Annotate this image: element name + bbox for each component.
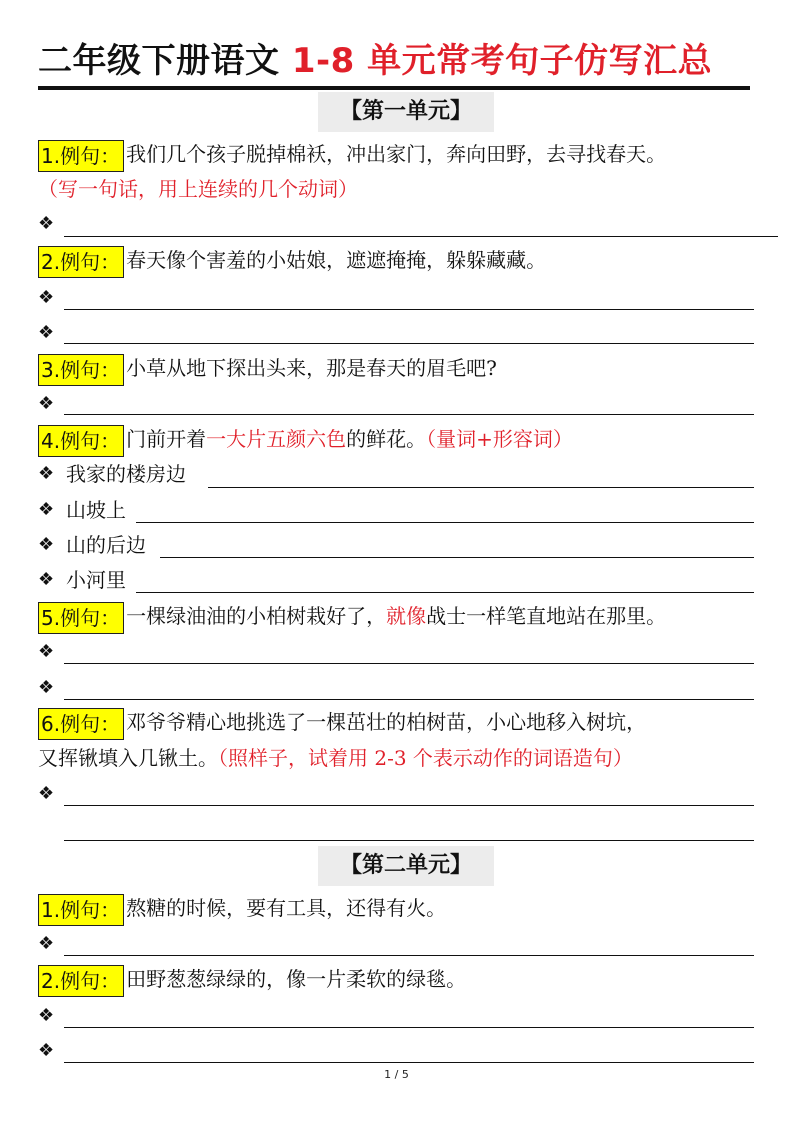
example-tag: 2.例句：	[38, 965, 124, 997]
example-text: 我们几个孩子脱掉棉袄，冲出家门，奔向田野，去寻找春天。	[126, 142, 667, 166]
example-tag: 4.例句：	[38, 425, 124, 457]
unit-2-heading: 【第二单元】	[318, 846, 494, 886]
answer-line[interactable]	[208, 487, 754, 488]
answer-line[interactable]	[64, 663, 754, 664]
answer-line[interactable]	[64, 805, 754, 806]
example-text: 门前开着	[126, 427, 207, 451]
title-underline	[38, 86, 750, 90]
answer-line[interactable]	[64, 955, 754, 956]
answer-line[interactable]	[64, 414, 754, 415]
diamond-bullet-icon: ❖	[38, 534, 55, 555]
u2-sentence-2	[38, 962, 466, 996]
diamond-bullet-icon: ❖	[38, 463, 55, 484]
example-tag: 1.例句：	[38, 894, 124, 926]
diamond-bullet-icon: ❖	[38, 287, 55, 308]
page-number: 1 / 5	[384, 1068, 409, 1081]
example-highlight: 一大片五颜六色	[206, 427, 347, 451]
answer-line[interactable]	[64, 236, 778, 237]
example-text-end: 战士一样笔直地站在那里。	[426, 604, 667, 628]
example-text-end: 的鲜花。	[346, 427, 427, 451]
diamond-bullet-icon: ❖	[38, 1040, 55, 1061]
u1-sentence-2	[38, 243, 546, 277]
example-text: 熬糖的时候，要有工具，还得有火。	[126, 896, 447, 920]
u1-sentence-6	[38, 705, 646, 739]
example-tag: 2.例句：	[38, 246, 124, 278]
title-part-2: 1-8 单元常考句子仿写汇总	[291, 41, 713, 81]
answer-line[interactable]	[136, 522, 754, 523]
answer-line[interactable]	[64, 1027, 754, 1028]
diamond-bullet-icon: ❖	[38, 322, 55, 343]
diamond-bullet-icon: ❖	[38, 783, 55, 804]
u1-sentence-1	[38, 137, 666, 171]
prompt-prefix: 我家的楼房边	[66, 462, 186, 486]
answer-line[interactable]	[64, 309, 754, 310]
u1-sentence-6-cont	[38, 741, 633, 775]
diamond-bullet-icon: ❖	[38, 569, 55, 590]
answer-line[interactable]	[64, 343, 754, 344]
diamond-bullet-icon: ❖	[38, 213, 55, 234]
example-text: 小草从地下探出头来，那是春天的眉毛吧?	[126, 356, 497, 380]
diamond-bullet-icon: ❖	[38, 393, 55, 414]
diamond-bullet-icon: ❖	[38, 641, 55, 662]
example-hint: （量词+形容词）	[426, 427, 573, 451]
example-tag: 6.例句：	[38, 708, 124, 740]
example-tag: 1.例句：	[38, 140, 124, 172]
u2-sentence-1	[38, 891, 446, 925]
diamond-bullet-icon: ❖	[38, 1005, 55, 1026]
example-text: 田野葱葱绿绿的，像一片柔软的绿毯。	[126, 967, 467, 991]
prompt-prefix: 山坡上	[66, 498, 126, 522]
title-part-1: 二年级下册语文	[38, 41, 292, 81]
example-highlight: 就像	[386, 604, 427, 628]
answer-line[interactable]	[160, 557, 754, 558]
u1-sentence-5	[38, 599, 666, 633]
answer-line[interactable]	[136, 592, 754, 593]
u1-s1-hint: （写一句话，用上连续的几个动词）	[38, 177, 358, 201]
example-text-cont: 又挥锹填入几锹土。	[38, 746, 218, 770]
prompt-prefix: 小河里	[66, 568, 126, 592]
example-text: 邓爷爷精心地挑选了一棵茁壮的柏树苗，小心地移入树坑，	[126, 710, 647, 734]
example-tag: 5.例句：	[38, 602, 124, 634]
answer-line[interactable]	[64, 840, 754, 841]
u1-sentence-3	[38, 351, 497, 385]
diamond-bullet-icon: ❖	[38, 933, 55, 954]
example-tag: 3.例句：	[38, 354, 124, 386]
diamond-bullet-icon: ❖	[38, 499, 55, 520]
answer-line[interactable]	[64, 1062, 754, 1063]
example-text: 一棵绿油油的小柏树栽好了，	[126, 604, 387, 628]
example-text: 春天像个害羞的小姑娘，遮遮掩掩，躲躲藏藏。	[126, 248, 547, 272]
u1-sentence-4	[38, 422, 573, 456]
prompt-prefix: 山的后边	[66, 533, 146, 557]
page-title	[38, 36, 750, 86]
example-hint: （照样子，试着用 2-3 个表示动作的词语造句）	[218, 746, 633, 770]
diamond-bullet-icon: ❖	[38, 677, 55, 698]
answer-line[interactable]	[64, 699, 754, 700]
unit-1-heading: 【第一单元】	[318, 92, 494, 132]
